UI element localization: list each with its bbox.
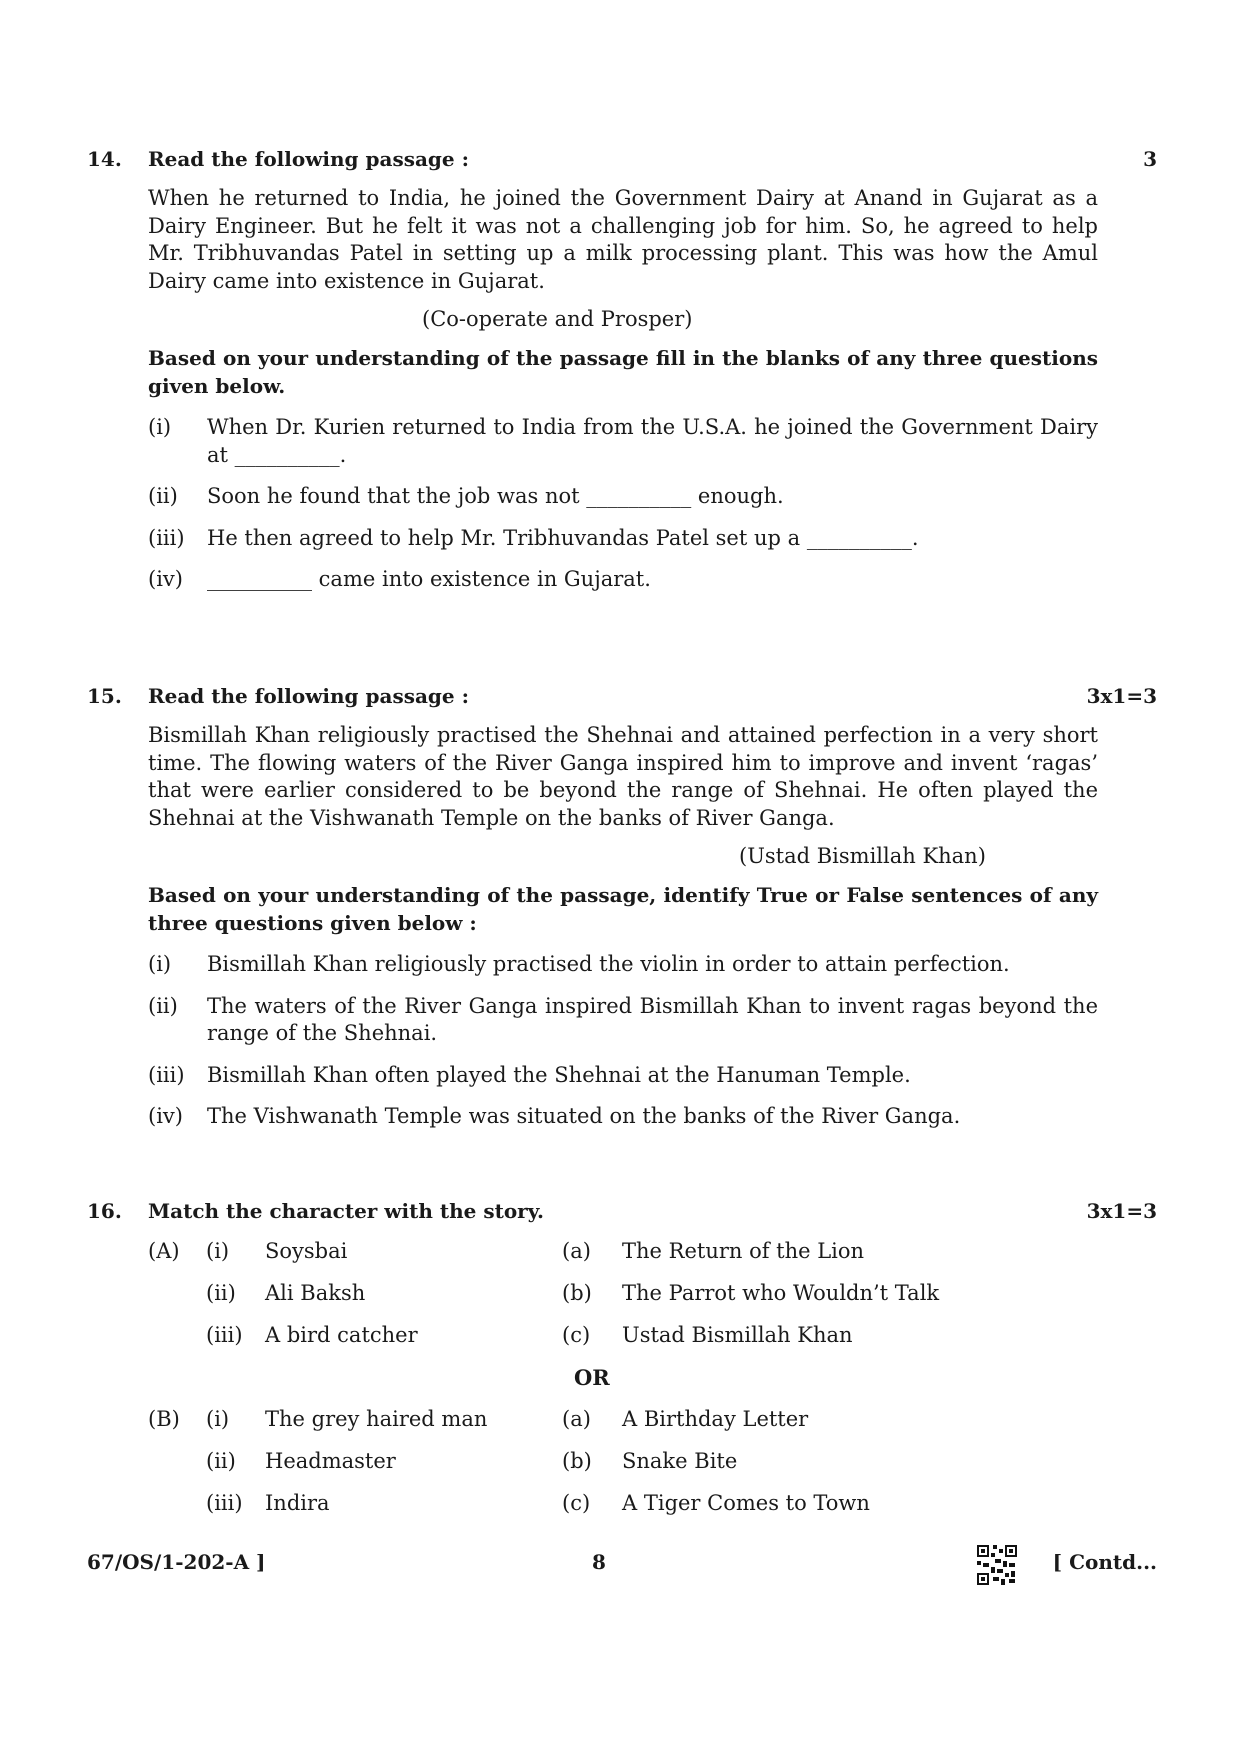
row-letter: (b) — [562, 1281, 592, 1305]
or-label: OR — [574, 1365, 610, 1390]
question-marks: 3x1=3 — [1086, 1199, 1157, 1223]
story-title: Ustad Bismillah Khan — [622, 1323, 853, 1347]
character-name: Headmaster — [265, 1449, 396, 1473]
set-label: (B) — [148, 1407, 180, 1431]
passage-source: (Ustad Bismillah Khan) — [739, 844, 986, 868]
row-letter: (a) — [562, 1239, 591, 1263]
row-number: (i) — [206, 1407, 230, 1431]
item-label: (iv) — [148, 567, 183, 591]
question-marks: 3x1=3 — [1086, 684, 1157, 708]
item-label: (iv) — [148, 1104, 183, 1128]
row-number: (ii) — [206, 1449, 236, 1473]
item-text: Soon he found that the job was not __________ enough. — [207, 484, 784, 508]
story-title: The Return of the Lion — [622, 1239, 865, 1263]
list-item — [148, 525, 1098, 553]
list-item — [148, 993, 1098, 1048]
row-number: (ii) — [206, 1281, 236, 1305]
item-label: (iii) — [148, 1062, 185, 1087]
question-header — [87, 684, 1157, 714]
passage: When he returned to India, he joined the Government Dairy at Anand in Gujarat as a Dairy Engineer. But he felt it was not a challenging job for him. So, he agreed to help Mr. Tribhuvandas Patel in setting up a milk processing plant. This was how the Amul Dairy came into existence in Gujarat. — [148, 186, 1098, 293]
question-16 — [87, 1199, 1157, 1533]
item-text: He then agreed to help Mr. Tribhuvandas Patel set up a __________. — [207, 525, 919, 550]
item-label: (i) — [148, 415, 172, 439]
list-item — [148, 566, 1098, 594]
question-title: Match the character with the story. — [148, 1199, 544, 1223]
question-number: 14. — [87, 147, 122, 171]
instructions: Based on your understanding of the passage fill in the blanks of any three questions given below. — [148, 346, 1098, 398]
item-text: Bismillah Khan often played the Shehnai at the Hanuman Temple. — [207, 1062, 911, 1087]
character-name: A bird catcher — [265, 1323, 418, 1347]
continued-label: [ Contd... — [1052, 1550, 1157, 1574]
question-15 — [87, 684, 1157, 1131]
item-label: (ii) — [148, 993, 178, 1018]
match-row — [87, 1281, 1157, 1323]
character-name: Soysbai — [265, 1239, 348, 1263]
page-number: 8 — [592, 1550, 606, 1574]
match-row — [87, 1239, 1157, 1281]
story-title: The Parrot who Wouldn’t Talk — [622, 1281, 940, 1305]
story-title: A Birthday Letter — [622, 1407, 809, 1431]
or-row — [87, 1365, 1157, 1407]
character-name: Indira — [265, 1491, 330, 1515]
character-name: The grey haired man — [265, 1407, 488, 1431]
question-header — [87, 1199, 1157, 1239]
item-text: When Dr. Kurien returned to India from the U.S.A. he joined the Government Dairy at __________. — [207, 415, 1098, 467]
item-label: (iii) — [148, 525, 185, 550]
item-label: (i) — [148, 952, 172, 976]
question-marks: 3 — [1143, 147, 1157, 171]
item-label: (ii) — [148, 484, 178, 508]
question-header — [87, 147, 1157, 177]
question-number: 15. — [87, 684, 122, 708]
match-row — [87, 1407, 1157, 1449]
item-text: Bismillah Khan religiously practised the violin in order to attain perfection. — [207, 952, 1010, 976]
story-title: Snake Bite — [622, 1449, 738, 1473]
row-number: (i) — [206, 1239, 230, 1263]
row-number: (iii) — [206, 1491, 243, 1515]
passage: Bismillah Khan religiously practised the Shehnai and attained perfection in a very short time. The flowing waters of the River Ganga inspired him to improve and invent ‘ragas’ that were earlier considered to be beyond the range of Shehnai. He often played the Shehnai at the Vishwanath Temple on the banks of River Ganga. — [148, 723, 1098, 830]
qr-code-icon — [977, 1545, 1017, 1585]
story-title: A Tiger Comes to Town — [622, 1491, 870, 1515]
row-letter: (b) — [562, 1449, 592, 1473]
item-text: The waters of the River Ganga inspired Bismillah Khan to invent ragas beyond the range of the Shehnai. — [207, 993, 1098, 1045]
character-name: Ali Baksh — [265, 1281, 366, 1305]
list-item — [148, 1062, 1098, 1090]
page-footer — [87, 1550, 1157, 1590]
match-row — [87, 1323, 1157, 1365]
passage-source: (Co-operate and Prosper) — [422, 307, 693, 331]
list-item — [148, 414, 1098, 469]
row-letter: (c) — [562, 1491, 591, 1515]
instructions: Based on your understanding of the passage, identify True or False sentences of any three questions given below : — [148, 883, 1098, 935]
list-item — [148, 483, 1098, 511]
question-title: Read the following passage : — [148, 147, 469, 171]
row-letter: (c) — [562, 1323, 591, 1347]
match-row — [87, 1491, 1157, 1533]
set-label: (A) — [148, 1239, 180, 1263]
list-item — [148, 1103, 1098, 1131]
question-number: 16. — [87, 1199, 122, 1223]
paper-code: 67/OS/1-202-A ] — [87, 1550, 266, 1574]
item-text: __________ came into existence in Gujarat. — [207, 567, 651, 591]
item-text: The Vishwanath Temple was situated on the banks of the River Ganga. — [207, 1104, 961, 1128]
row-letter: (a) — [562, 1407, 591, 1431]
question-title: Read the following passage : — [148, 684, 469, 708]
list-item — [148, 951, 1098, 979]
question-14 — [87, 147, 1157, 594]
row-number: (iii) — [206, 1323, 243, 1347]
match-row — [87, 1449, 1157, 1491]
